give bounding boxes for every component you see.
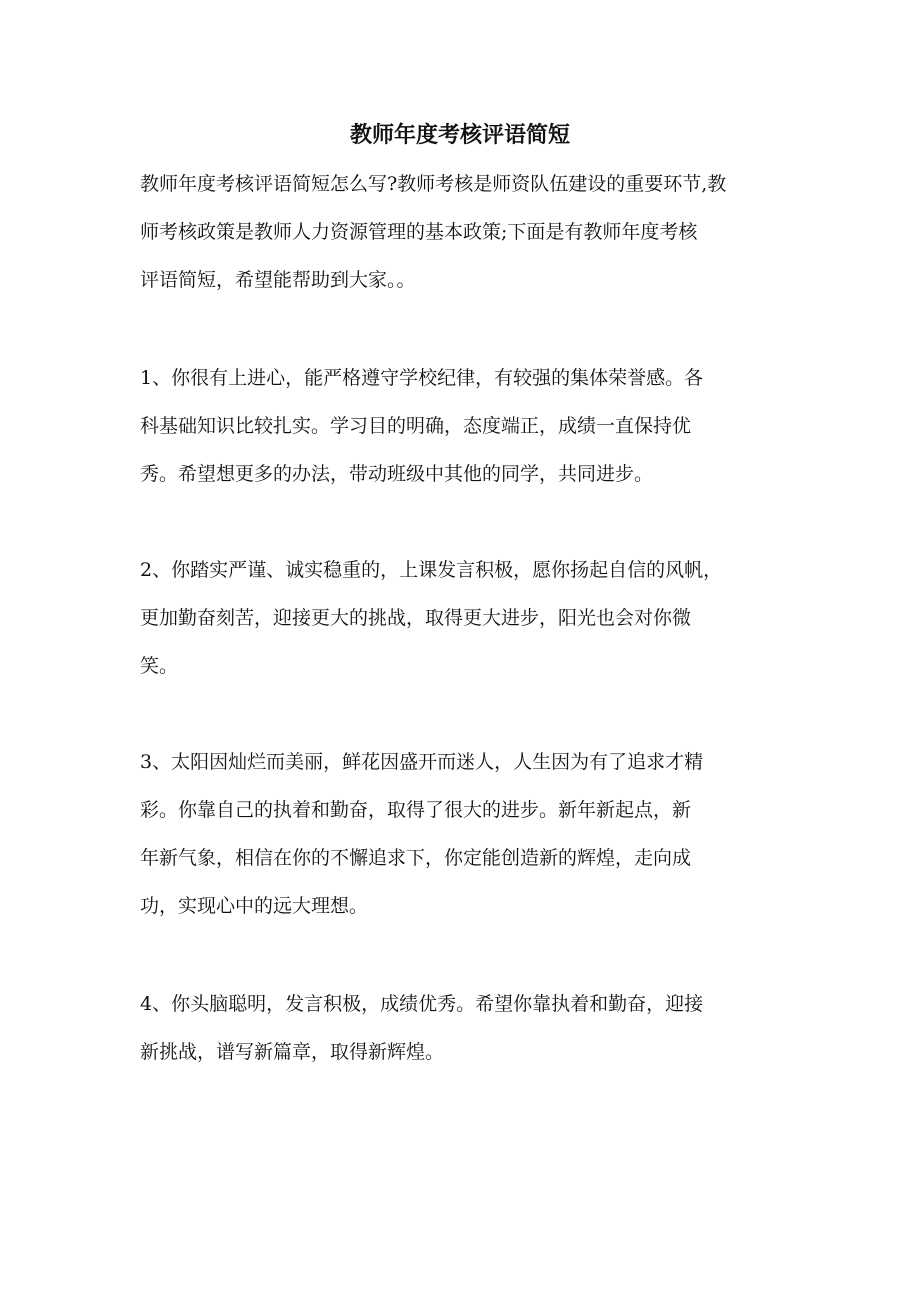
paragraph-line: 教师年度考核评语简短怎么写?教师考核是师资队伍建设的重要环节,教 — [140, 173, 727, 195]
paragraph-line: 4、你头脑聪明，发言积极，成绩优秀。希望你靠执着和勤奋，迎接 — [140, 993, 704, 1015]
comment-paragraph-4 — [140, 980, 820, 1076]
comment-paragraph-3 — [140, 738, 820, 930]
intro-paragraph — [140, 160, 820, 304]
comment-paragraph-2 — [140, 546, 820, 690]
paragraph-line: 1、你很有上进心，能严格遵守学校纪律，有较强的集体荣誉感。各 — [140, 367, 704, 389]
comment-paragraph-1 — [140, 354, 820, 498]
paragraph-line: 彩。你靠自己的执着和勤奋，取得了很大的进步。新年新起点，新 — [140, 799, 692, 821]
paragraph-line: 评语简短，希望能帮助到大家。。 — [140, 269, 416, 291]
document-title: 教师年度考核评语简短 — [349, 122, 570, 148]
paragraph-line: 年新气象，相信在你的不懈追求下，你定能创造新的辉煌，走向成 — [140, 847, 692, 869]
paragraph-line: 笑。 — [140, 655, 179, 677]
paragraph-line: 3、太阳因灿烂而美丽，鲜花因盛开而迷人，人生因为有了追求才精 — [140, 751, 704, 773]
paragraph-line: 2、你踏实严谨、诚实稳重的，上课发言积极，愿你扬起自信的风帆， — [140, 559, 723, 581]
paragraph-line: 科基础知识比较扎实。学习目的明确，态度端正，成绩一直保持优 — [140, 415, 692, 437]
paragraph-line: 秀。希望想更多的办法，带动班级中其他的同学，共同进步。 — [140, 463, 654, 485]
paragraph-line: 新挑战，谱写新篇章，取得新辉煌。 — [140, 1041, 445, 1063]
paragraph-line: 功，实现心中的远大理想。 — [140, 895, 369, 917]
paragraph-line: 师考核政策是教师人力资源管理的基本政策;下面是有教师年度考核 — [140, 221, 698, 243]
paragraph-line: 更加勤奋刻苦，迎接更大的挑战，取得更大进步，阳光也会对你微 — [140, 607, 692, 629]
